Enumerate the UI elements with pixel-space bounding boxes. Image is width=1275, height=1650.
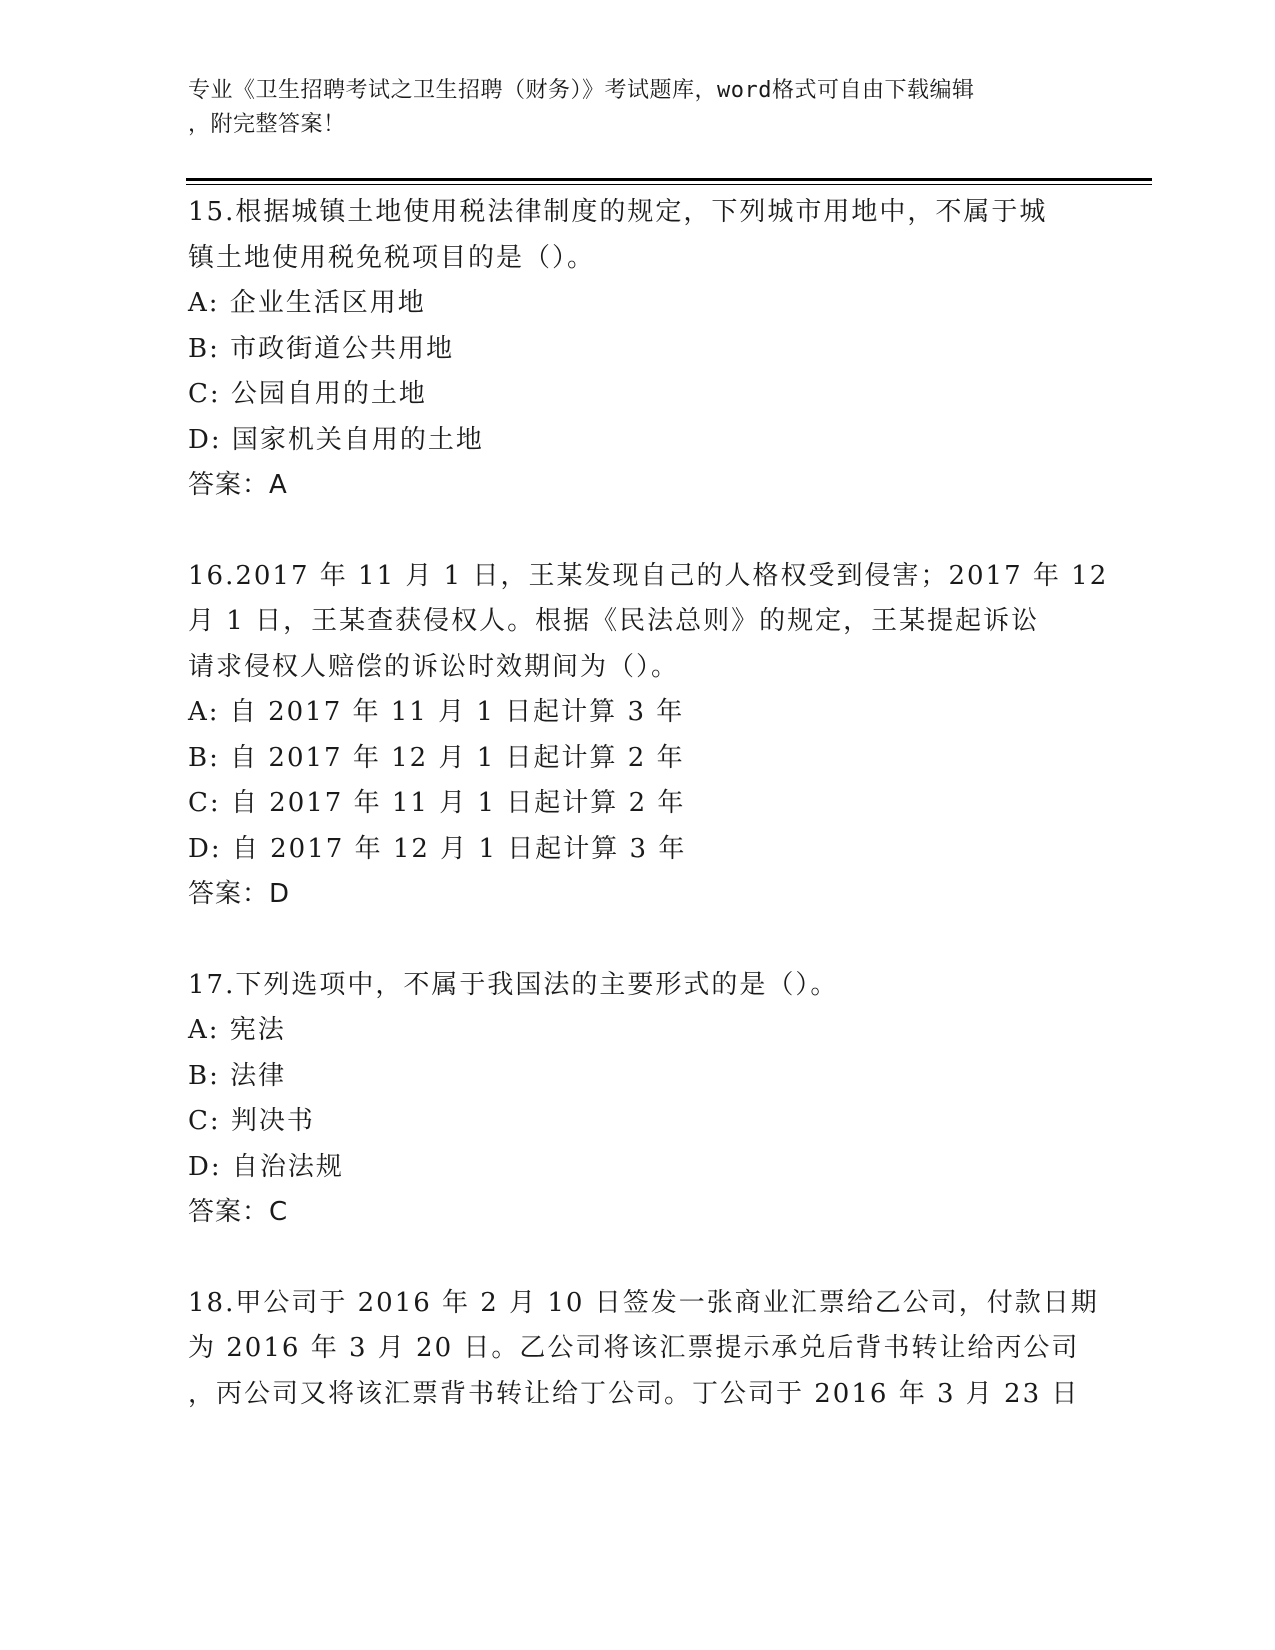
question-text: 请求侵权人赔偿的诉讼时效期间为（）。 bbox=[188, 651, 680, 682]
option-d: D: 自 2017 年 12 月 1 日起计算 3 年 bbox=[188, 833, 687, 864]
question-15 bbox=[188, 190, 1088, 509]
question-text: 镇土地使用税免税项目的是（）。 bbox=[188, 242, 596, 273]
question-16 bbox=[188, 554, 1109, 918]
header-divider-thin bbox=[186, 184, 1152, 185]
option-b: B: 自 2017 年 12 月 1 日起计算 2 年 bbox=[188, 742, 685, 773]
option-c: C: 公园自用的土地 bbox=[188, 379, 427, 409]
question-text: 18.甲公司于 2016 年 2 月 10 日签发一张商业汇票给乙公司，付款日期 bbox=[188, 1287, 1099, 1318]
option-b: B: 市政街道公共用地 bbox=[188, 333, 455, 364]
option-b: B: 法律 bbox=[188, 1060, 287, 1091]
question-text: 16.2017 年 11 月 1 日，王某发现自己的人格权受到侵害；2017 年 12 bbox=[188, 560, 1109, 591]
question-text: ，丙公司又将该汇票背书转让给丁公司。丁公司于 2016 年 3 月 23 日 bbox=[188, 1378, 1080, 1409]
question-text: 月 1 日，王某查获侵权人。根据《民法总则》的规定，王某提起诉讼 bbox=[188, 606, 1040, 636]
question-17 bbox=[188, 963, 1088, 1236]
answer-label: 答案：D bbox=[188, 879, 291, 909]
question-text: 17.下列选项中，不属于我国法的主要形式的是（）。 bbox=[188, 969, 839, 1000]
question-text: 15.根据城镇土地使用税法律制度的规定，下列城市用地中，不属于城 bbox=[188, 197, 1048, 227]
option-a: A: 企业生活区用地 bbox=[188, 288, 426, 318]
option-d: D: 国家机关自用的土地 bbox=[188, 424, 484, 455]
option-c: C: 判决书 bbox=[188, 1106, 315, 1136]
option-d: D: 自治法规 bbox=[188, 1151, 344, 1182]
option-a: A: 宪法 bbox=[188, 1015, 286, 1045]
header-line: 专业《卫生招聘考试之卫生招聘（财务）》考试题库，word格式可自由下载编辑 bbox=[188, 78, 975, 103]
option-a: A: 自 2017 年 11 月 1 日起计算 3 年 bbox=[188, 697, 685, 727]
header-divider-thick bbox=[186, 178, 1152, 181]
header-line: ，附完整答案！ bbox=[188, 112, 346, 137]
option-c: C: 自 2017 年 11 月 1 日起计算 2 年 bbox=[188, 788, 686, 818]
question-text: 为 2016 年 3 月 20 日。乙公司将该汇票提示承兑后背书转让给丙公司 bbox=[188, 1333, 1080, 1363]
question-list bbox=[188, 190, 1109, 1462]
answer-label: 答案：C bbox=[188, 1197, 289, 1227]
answer-label: 答案：A bbox=[188, 470, 288, 500]
document-header bbox=[188, 74, 1088, 142]
question-18 bbox=[188, 1281, 1099, 1418]
